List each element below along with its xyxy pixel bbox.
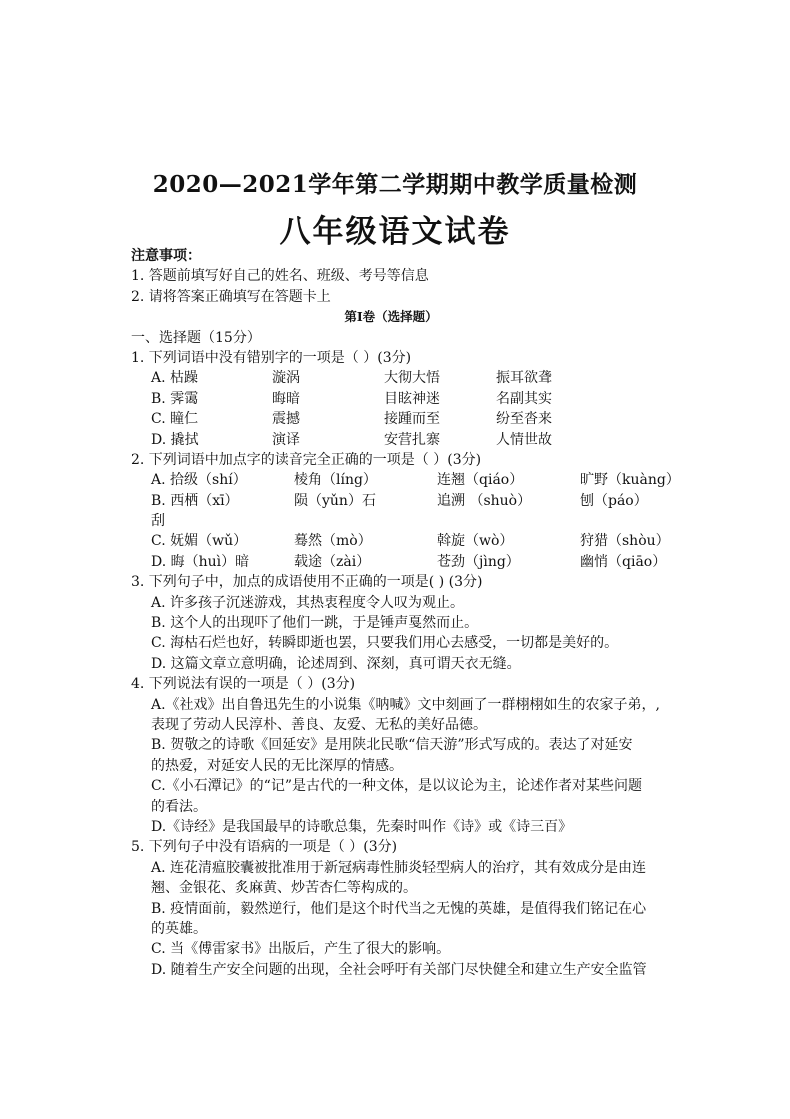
question-4-line: 表现了劳动人民淳朴、善良、友爱、无私的美好品德。 (151, 716, 487, 733)
option-cell: 旷野（kuàng） (580, 472, 680, 489)
question-2-option-c (131, 531, 691, 551)
option-cell: 大彻大悟 (384, 370, 440, 387)
option-cell: 幽悄（qiāo） (580, 553, 667, 570)
notes-heading: 注意事项： (131, 248, 201, 264)
question-4-line: C.《小石潭记》的“记”是古代的一种文体，是以议论为主，论述作者对某些问题 (151, 778, 642, 795)
question-4-line: B. 贺敬之的诗歌《回延安》是用陕北民歌“信天游”形式写成的。表达了对延安 (151, 737, 633, 754)
volume-heading: 第Ⅰ卷（选择题） (344, 309, 438, 325)
question-3-option: A. 许多孩子沉迷游戏，其热衷程度令人叹为观止。 (151, 594, 465, 611)
option-cell: 斡旋（wò） (437, 533, 514, 550)
question-1-option-a (131, 368, 691, 388)
question-5-line: A. 连花清瘟胶囊被批准用于新冠病毒性肺炎轻型病人的治疗，其有效成分是由连 (151, 859, 647, 876)
exam-title: 2020—2021学年第二学期期中教学质量检测 (152, 171, 638, 198)
question-5-stem: 5. 下列句子中没有语病的一项是（ ）(3分) (131, 839, 398, 856)
question-4-stem: 4. 下列说法有误的一项是（ ）(3分) (131, 676, 356, 693)
option-cell: 漩涡 (272, 370, 300, 387)
option-cell: 蓦然（mò） (294, 533, 372, 550)
question-1-option-d (131, 430, 691, 450)
question-5-line: C. 当《傅雷家书》出版后，产生了很大的影响。 (151, 941, 451, 958)
option-cell: 陨（yǔn）石 (294, 492, 376, 509)
option-cell: 目眩神迷 (384, 390, 440, 407)
question-4-line: 的看法。 (151, 798, 207, 815)
question-2-option-b-wrap (131, 511, 691, 531)
question-2-option-a (131, 470, 691, 490)
option-cell: A. 枯躁 (151, 370, 199, 387)
question-4-line: 的热爱，对延安人民的无比深厚的情感。 (151, 757, 403, 774)
option-cell: D. 晦（huì）暗 (151, 553, 250, 570)
option-cell: 棱角（líng） (294, 472, 377, 489)
option-cell: 接踵而至 (384, 411, 440, 428)
option-cell: 振耳欲聋 (496, 370, 552, 387)
section-heading: 一、选择题（15分） (131, 329, 261, 346)
question-2-stem: 2. 下列词语中加点字的读音完全正确的一项是（ ）(3分) (131, 451, 482, 468)
option-cell: B. 西栖（xī） (151, 492, 239, 509)
question-2-option-b (131, 491, 691, 511)
option-cell: B. 霁霭 (151, 390, 199, 407)
question-1-option-b (131, 389, 691, 409)
option-cell: 安营扎寨 (384, 431, 440, 448)
option-cell: 苍劲（jìng） (437, 553, 520, 570)
option-cell: 人情世故 (496, 431, 552, 448)
option-cell: A. 拾级（shí） (151, 472, 247, 489)
option-cell: 名副其实 (496, 390, 552, 407)
exam-content (131, 246, 691, 980)
option-cell: C. 妩媚（wǔ） (151, 533, 248, 550)
option-cell: 连翘（qiáo） (437, 472, 524, 489)
question-4-line: A.《社戏》出自鲁迅先生的小说集《呐喊》文中刻画了一群栩栩如生的农家子弟，, (151, 696, 661, 713)
option-cell: 纷至沓来 (496, 411, 552, 428)
option-cell: 演译 (272, 431, 300, 448)
option-cell: D. 撬拭 (151, 431, 199, 448)
option-cell: 晦暗 (272, 390, 300, 407)
option-cell: 刨（páo） (580, 492, 648, 509)
option-cell: 狩猎（shòu） (580, 533, 670, 550)
question-5-line: D. 随着生产安全问题的出现，全社会呼吁有关部门尽快健全和建立生产安全监管 (151, 961, 647, 978)
question-5-line: 的英雄。 (151, 920, 207, 937)
question-5-line: 翘、金银花、炙麻黄、炒苦杏仁等构成的。 (151, 880, 417, 897)
option-cell: 载途（zài） (294, 553, 371, 570)
note-item: 2. 请将答案正确填写在答题卡上 (131, 288, 331, 305)
exam-subtitle: 八年级语文试卷 (279, 214, 511, 250)
note-item: 1. 答题前填写好自己的姓名、班级、考号等信息 (131, 268, 429, 285)
question-1-option-c (131, 409, 691, 429)
option-cell: C. 瞳仁 (151, 411, 199, 428)
option-cell: 刮 (151, 513, 165, 530)
question-2-option-d (131, 552, 691, 572)
question-4-line: D.《诗经》是我国最早的诗歌总集，先秦时叫作《诗》或《诗三百》 (151, 818, 573, 835)
question-3-option: D. 这篇文章立意明确，论述周到、深刻，真可谓天衣无缝。 (151, 655, 521, 672)
question-3-option: B. 这个人的出现吓了他们一跳，于是锤声戛然而止。 (151, 615, 479, 632)
question-3-option: C. 海枯石烂也好，转瞬即逝也罢，只要我们用心去感受，一切都是美好的。 (151, 635, 619, 652)
question-5-line: B. 疫情面前，毅然逆行，他们是这个时代当之无愧的英雄，是值得我们铭记在心 (151, 900, 647, 917)
option-cell: 震撼 (272, 411, 300, 428)
question-3-stem: 3. 下列句子中，加点的成语使用不正确的一项是( ) (3分) (131, 574, 483, 591)
option-cell: 追溯 （shuò） (437, 492, 532, 509)
question-1-stem: 1. 下列词语中没有错别字的一项是（ ）(3分) (131, 349, 412, 366)
